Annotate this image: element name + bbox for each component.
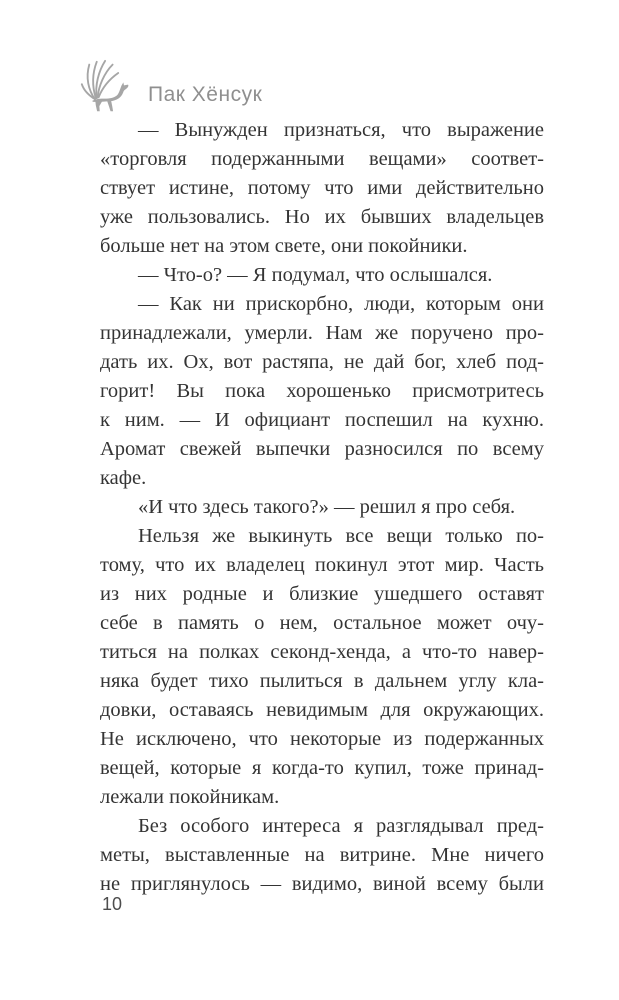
text-line: кафе. bbox=[100, 467, 147, 489]
text-line: горит! Вы пока хорошенько присмотритесь bbox=[100, 380, 544, 402]
text-line: Не исключено, что некоторые из подержанных bbox=[100, 728, 544, 750]
author-name: Пак Хёнсук bbox=[148, 83, 263, 106]
text-line: из них родные и близкие ушедшего оставят bbox=[100, 583, 544, 605]
text-line: — Вынужден признаться, что выражение bbox=[138, 119, 544, 141]
text-line: лежали покойникам. bbox=[100, 786, 280, 808]
text-line: тому, что их владелец покинул этот мир. Часть bbox=[100, 554, 544, 576]
text-line: уже пользовались. Но их бывших владельцев bbox=[100, 206, 544, 228]
text-line: «торговля подержанными вещами» соответ- bbox=[100, 148, 544, 170]
text-line: больше нет на этом свете, они покойники. bbox=[100, 235, 468, 257]
text-line: к ним. — И официант поспешил на кухню. bbox=[100, 409, 544, 431]
text-line: — Что-о? — Я подумал, что ослышался. bbox=[138, 264, 493, 286]
text-line: дать их. Ох, вот растяпа, не дай бог, хлеб под- bbox=[100, 351, 544, 373]
text-line: — Как ни прискорбно, люди, которым они bbox=[138, 293, 544, 315]
text-line: Нельзя же выкинуть все вещи только по- bbox=[138, 525, 544, 547]
text-line: себе в память о нем, остальное может очу- bbox=[100, 612, 544, 634]
deer-plume-icon bbox=[79, 57, 135, 117]
text-block bbox=[100, 116, 544, 899]
page-header bbox=[79, 57, 262, 117]
text-line: няка будет тихо пылиться в дальнем углу кла- bbox=[100, 670, 544, 692]
text-line: титься на полках секонд-хенда, а что-то навер- bbox=[100, 641, 544, 663]
text-line: Без особого интереса я разглядывал пред- bbox=[138, 815, 544, 837]
text-line: «И что здесь такого?» — решил я про себя. bbox=[138, 496, 516, 518]
page-number: 10 bbox=[102, 894, 123, 914]
text-line: вещей, которые я когда-то купил, тоже принад- bbox=[100, 757, 544, 779]
text-line: ствует истине, потому что ими действительно bbox=[100, 177, 544, 199]
text-line: меты, выставленные на витрине. Мне ничего bbox=[100, 844, 544, 866]
text-line: довки, оставаясь невидимым для окружающих. bbox=[100, 699, 544, 721]
text-line: Аромат свежей выпечки разносился по всему bbox=[100, 438, 544, 460]
text-line: принадлежали, умерли. Нам же поручено про- bbox=[100, 322, 544, 344]
text-line: не приглянулось — видимо, виной всему были bbox=[100, 873, 544, 895]
